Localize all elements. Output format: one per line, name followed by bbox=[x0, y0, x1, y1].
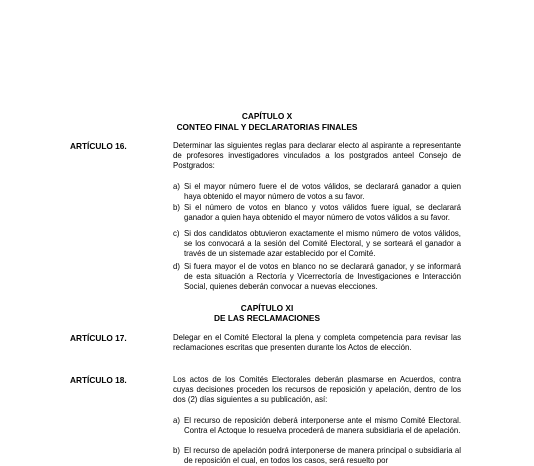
article-16-item-d bbox=[173, 262, 461, 292]
item-marker: b) bbox=[173, 203, 180, 212]
item-text: Si fuera mayor el de votos en blanco no se declarará ganador, y se informará de esta situación a Rectoría y Vicerrectoría de Investigaciones e Interacción Social, quienes deberán convocar a nuevas elecciones. bbox=[184, 262, 461, 292]
item-marker: a) bbox=[173, 182, 180, 191]
item-text: Si el mayor número fuere el de votos válidos, se declarará ganador a quien haya obtenido el mayor número de votos a su favor. bbox=[184, 182, 461, 202]
item-marker: c) bbox=[173, 229, 180, 238]
item-marker: a) bbox=[173, 416, 180, 425]
article-16-label: ARTÍCULO 16. bbox=[70, 141, 127, 151]
article-16-item-b bbox=[173, 203, 461, 223]
chapter-11-number: CAPÍTULO XI bbox=[240, 303, 294, 313]
article-17-text: Delegar en el Comité Electoral la plena y completa competencia para revisar las reclamaciones escritas que presenten durante los Actos de elección. bbox=[173, 333, 461, 353]
chapter-10-number: CAPÍTULO X bbox=[241, 111, 293, 121]
item-text: El recurso de reposición deberá interponerse ante el mismo Comité Electoral. Contra el Actoque lo resuelva procederá de manera subsidiaria el de apelación. bbox=[184, 416, 461, 436]
item-text: Si el número de votos en blanco y votos válidos fuere igual, se declarará ganador a quien haya obtenido el mayor número de votos válidos a su favor. bbox=[184, 203, 461, 223]
article-16-item-a bbox=[173, 182, 461, 202]
article-18-item-a bbox=[173, 416, 461, 436]
item-marker: b) bbox=[173, 446, 180, 455]
item-text: El recurso de apelación podrá interponerse de manera principal o subsidiaria al de reposición el cual, en todos los casos, será resuelto por bbox=[184, 446, 461, 466]
chapter-10-title: CONTEO FINAL Y DECLARATORIAS FINALES bbox=[176, 122, 358, 132]
article-16-intro: Determinar las siguientes reglas para declarar electo al aspirante a representante de profesores investigadores vinculados a los postgrados anteel Consejo de Postgrados: bbox=[173, 141, 461, 171]
article-18-intro: Los actos de los Comités Electorales deberán plasmarse en Acuerdos, contra cuyas decisiones proceden los recursos de reposición y apelación, dentro de los dos (2) días siguientes a su publicación, así: bbox=[173, 375, 461, 405]
article-18-item-b bbox=[173, 446, 461, 466]
item-marker: d) bbox=[173, 262, 180, 271]
article-17-label: ARTÍCULO 17. bbox=[70, 333, 127, 343]
item-text: Si dos candidatos obtuvieron exactamente el mismo número de votos válidos, se los convocará a la sesión del Comité Electoral, y se sorteará el ganador a través de un sistemade azar establecido por el Comité. bbox=[184, 229, 461, 259]
article-16-item-c bbox=[173, 229, 461, 259]
article-18-label: ARTÍCULO 18. bbox=[70, 375, 127, 385]
chapter-11-title: DE LAS RECLAMACIONES bbox=[213, 313, 321, 323]
